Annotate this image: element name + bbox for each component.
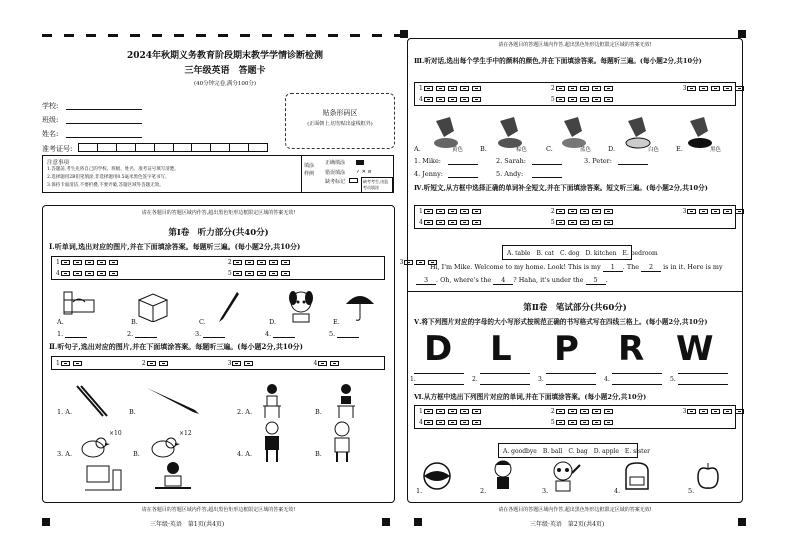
part2-title: 第Ⅱ卷 笔试部分(共60分) [523,303,627,313]
passage-line-1 [430,263,723,272]
corner-mark [738,518,746,526]
girl-chair-picture-b [331,382,361,420]
right-answer-panel [407,38,743,503]
girl-chair-picture-a [257,382,287,420]
q1-num-3: 3. [195,330,202,338]
q1-label-d: D. [269,318,277,326]
white-paint-icon [622,115,652,149]
corner-mark [414,518,422,526]
passage-text-5: ? Haha, it's under the [513,276,584,284]
q1-answer-box[interactable]: 1 2 3 4 5 [51,256,385,280]
correct-fill-mark [356,160,364,165]
top-dash-marks-left [42,34,404,38]
writing-line-3[interactable]: 3. [546,373,596,385]
color-e-letter: E. [676,145,683,153]
blank-4[interactable]: 4 [493,276,513,285]
blank-2[interactable]: 2 [641,263,661,272]
notice-item-1: 1.答题前,考生先将自己的学校、班级、姓名、准考证号填写清楚。 [47,167,179,172]
barcode-area [285,93,395,149]
bed-picture [61,290,97,320]
name-field[interactable] [66,137,142,138]
passage-text-2: . The [622,263,639,271]
passage-line-2: 3 . Oh, where's the 4 ? Haha, it's under the 5 . [416,276,608,285]
letter-r: R [618,329,645,369]
left-warning: 请在各题目的答题区域内作答,超出黑色矩形边框限定区域的答案无效! [141,210,296,216]
name-peter: 3. Peter: [584,157,612,165]
q1-num-4: 4. [265,330,272,338]
name-sarah: 2. Sarah: [496,157,526,165]
notice-item-3: 3.保持卡面清洁,不要折叠,不要弄破,答题区域外答题无效。 [47,183,164,188]
footer-left: 三年级·英语 第1页(共4页) [150,521,225,528]
peter-blank[interactable] [618,164,648,165]
q1-blank-5[interactable] [337,337,359,338]
notice-title: 注意事项 [47,160,70,166]
barcode-note: (正面朝上,切勿贴出虚线框外) [307,121,373,127]
q4-answer-box[interactable]: 1 2 3 4 5 [414,205,736,229]
q6-num-3: 3. [542,487,549,495]
passage-text-1: Hi, I'm Mike. Welcome to my home. Look! This is my [430,263,601,271]
q6-num-4: 4. [614,487,621,495]
ball-picture [422,461,452,491]
right-bottom-warning: 请在各题目的答题区域内作答,超出黑色矩形边框限定区域的答案无效! [498,507,652,513]
passage-text-4: . Oh, where's the [436,276,492,284]
corner-mark [738,30,746,38]
writing-line-1[interactable]: 1. [414,373,464,385]
bird-count-a: ×10 [109,430,122,437]
bird-count-b: ×12 [179,430,192,437]
q1-num-5: 5. [329,330,336,338]
question-6-text: Ⅵ.从方框中选出下列图片对应的单词,并在下面填涂答案。(每小题2分,共10分) [414,393,647,401]
color-b-name: 棕色 [516,147,528,153]
q1-blank-2[interactable] [135,337,157,338]
blank-5[interactable]: 5 [586,276,606,285]
letter-l: L [490,329,512,369]
name-andy: 5. Andy: [496,170,524,178]
q6-num-2: 2. [480,487,487,495]
sister-picture [488,459,518,493]
part1-title: 第Ⅰ卷 听力部分(共40分) [168,228,269,238]
q2-label-1b: B. [129,408,136,416]
q2-label-2b: B. [315,408,322,416]
corner-mark [42,518,50,526]
q1-blank-1[interactable] [65,337,87,338]
class-label: 班级: [42,116,59,124]
brown-paint-icon [494,115,524,149]
footer-right: 三年级·英语 第2页(共4页) [530,521,605,528]
question-5-text: Ⅴ.将下列图片对应的字母的大小写形式按规范正确的书写格式写在四线三格上。(每小题2分,共10分) [414,318,708,326]
computer-picture [83,462,127,494]
q1-label-a: A. [57,318,64,326]
fill-sample-label: 填涂样例 [304,163,315,177]
q1-blank-3[interactable] [203,337,225,338]
color-a-letter: A. [414,145,421,153]
exam-no-boxes[interactable] [78,143,268,152]
q2-label-4a: 4. A. [237,450,253,458]
box-picture [133,288,173,322]
pencil-picture-a [73,384,109,420]
letter-p: P [554,329,579,369]
blank-3[interactable]: 3 [416,276,436,285]
wrong-fill-label: 错误填涂 [325,170,346,176]
umbrella-picture [343,290,377,322]
andy-blank[interactable] [532,177,562,178]
q6-num-1: 1. [416,487,423,495]
question-1-text: Ⅰ.听单词,选出对应的图片,并在下面填涂答案。每题听三遍。(每小题2分,共10分) [49,242,301,251]
passage-text-3: is in it. Here is my [663,263,723,271]
goodbye-picture [548,459,582,493]
q1-num-1: 1. [57,330,64,338]
jenny-blank[interactable] [448,177,478,178]
q1-label-e: E. [333,318,340,326]
color-d-letter: D. [608,145,616,153]
school-field[interactable] [66,109,142,110]
pen-picture [213,290,243,324]
right-warning-top: 请在各题目的答题区域内作答,超出黑色矩形边框限定区域的答案无效! [498,42,652,48]
color-e-name: 黑色 [710,147,722,153]
page-subtitle: 三年级英语 答题卡 [184,66,266,76]
q2-label-4b: B. [315,450,322,458]
color-d-name: 白色 [648,147,660,153]
q6-word-options: A. goodbye B. ball C. bag D. apple E. sister [498,443,638,458]
color-c-letter: C. [546,145,553,153]
bird-picture-b [149,434,181,460]
grandpa-picture-b [329,420,355,464]
letter-w: W [676,329,714,369]
name-mike: 1. Mike: [414,157,441,165]
q6-answer-box[interactable]: 1 2 3 4 5 [414,405,736,429]
question-2-text: Ⅱ.听句子,选出对应的图片,并在下面填涂答案。每题听三遍。(每小题2分,共10分) [49,342,303,351]
writing-line-5[interactable]: 5. [678,373,728,385]
letter-d: D [424,329,453,369]
absent-checkbox[interactable] [349,178,358,183]
bird-picture-a [79,434,111,460]
class-field[interactable] [66,123,142,124]
writing-lines[interactable] [410,373,736,387]
apple-picture [694,461,722,491]
bag-picture [620,459,654,493]
writing-line-2[interactable]: 2. [480,373,530,385]
absent-label: 缺考标记 [325,179,346,185]
q6-num-5: 5. [688,487,695,495]
name-jenny: 4. Jenny: [414,170,443,178]
grandpa-picture-a [259,420,285,464]
q2-label-3a: 3. A. [57,450,73,458]
exam-note: (40分钟完卷,满分100分) [193,81,257,87]
question-4-text: Ⅳ.听短文,从方框中选择正确的单词补全短文,并在下面填涂答案。短文听三遍。(每小题2分,共10分) [414,184,708,192]
black-paint-icon [684,115,714,149]
blank-1[interactable]: 1 [603,263,623,272]
q2-label-2a: 2. A. [237,408,253,416]
mike-blank[interactable] [448,164,478,165]
color-a-name: 黄色 [452,147,464,153]
exam-no-label: 准考证号: [42,145,73,153]
left-answer-panel [42,205,404,503]
correct-fill-label: 正确填涂 [325,160,346,166]
notice-box [42,155,394,193]
q3-answer-box[interactable]: 1 2 3 4 5 [414,82,736,106]
corner-mark [400,30,408,38]
barcode-title: 贴条形码区 [322,109,358,117]
writing-line-4[interactable]: 4. [612,373,662,385]
pencil-picture-b [143,384,203,418]
q1-num-2: 2. [127,330,134,338]
question-3-text: Ⅲ.听对话,选出每个学生手中的颜料的颜色,并在下面填涂答案。每题听三遍。(每小题2分,共10分) [414,57,702,65]
girl-desk-picture [153,460,193,496]
color-b-letter: B. [480,145,487,153]
corner-mark [382,518,390,526]
school-label: 学校: [42,102,59,110]
q4-word-options: A. table B. cat C. dog D. kitchen E. bedroom [502,245,632,260]
yellow-paint-icon [430,115,460,149]
left-bottom-warning: 请在各题目的答题区域内作答,超出黑色矩形边框限定区域的答案无效! [141,507,296,513]
q1-label-c: C. [199,318,206,326]
q2-answer-box[interactable]: 1 2 3 4 [51,356,385,370]
blue-paint-icon [558,115,588,149]
right-divider [407,291,743,292]
q2-label-3b: B. [133,450,140,458]
q2-label-1a: 1. A. [57,408,73,416]
wrong-fill-marks: ✓ ✕ ⊘ [356,169,372,175]
absent-note: 缺考考生,由监考员填涂 [361,177,393,193]
q1-blank-4[interactable] [273,337,295,338]
page-title: 2024年秋期义务教育阶段期末教学学情诊断检测 [126,51,324,61]
name-label: 姓名: [42,130,59,138]
sarah-blank[interactable] [532,164,562,165]
q1-label-b: B. [131,318,138,326]
notice-item-2: 2.选择题用2B铅笔填涂,非选择题用0.5毫米黑色签字笔书写。 [47,175,170,180]
color-c-name: 蓝色 [580,147,592,153]
fill-sample-divider [301,156,302,192]
dog-picture [283,288,319,324]
